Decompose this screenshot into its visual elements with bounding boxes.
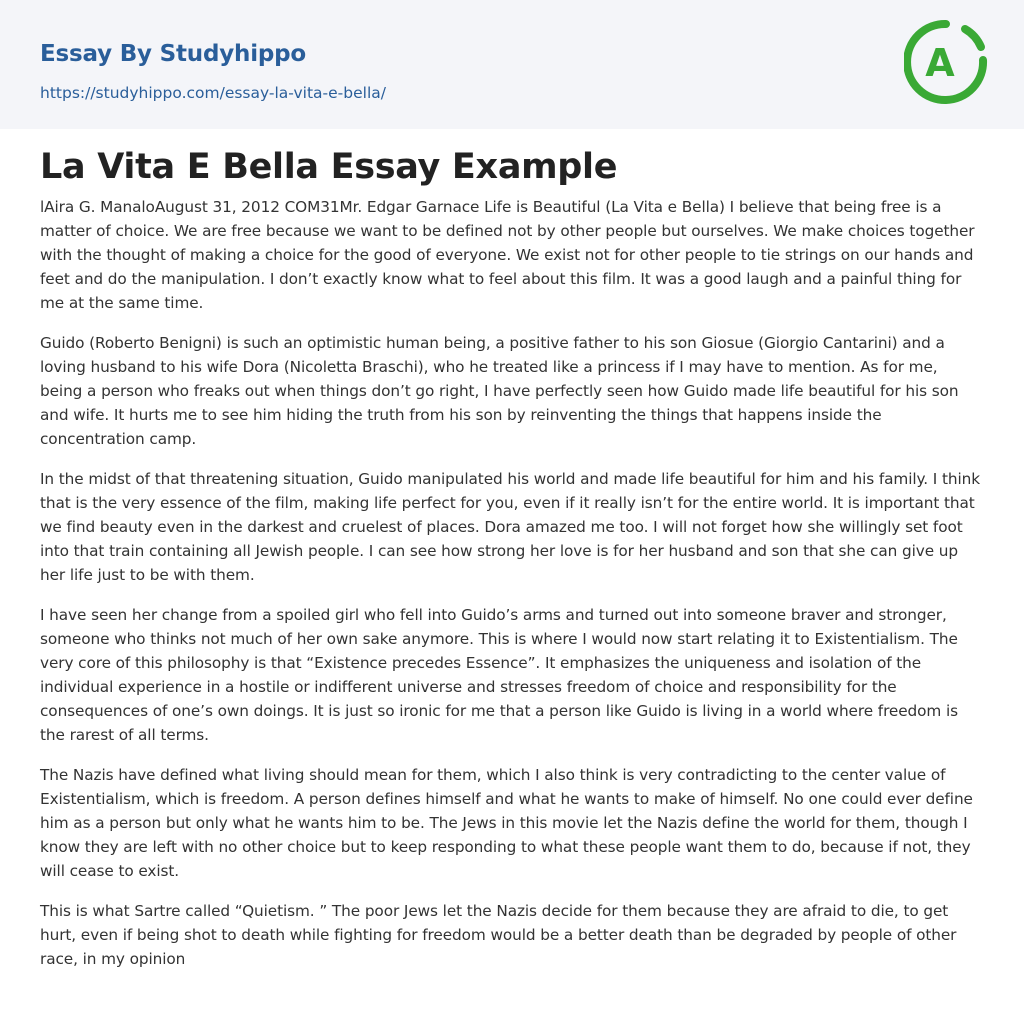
page-title: La Vita E Bella Essay Example — [40, 147, 618, 187]
site-title[interactable]: Essay By Studyhippo — [40, 41, 307, 67]
essay-paragraph: In the midst of that threatening situation, Guido manipulated his world and made life beautiful for him and his family. I think that is the very essence of the film, making life perfect for you, even if it really isn’t for the entire world. It is important that we find beauty even in the darkest and cruelest of places. Dora amazed me too. I will not forget how she willingly set foot into that train containing all Jewish people. I can see how strong her love is for her husband and son that she can give up her life just to be with them. — [40, 470, 980, 584]
essay-url-link[interactable]: https://studyhippo.com/essay-la-vita-e-bella/ — [40, 84, 386, 102]
essay-paragraph: Guido (Roberto Benigni) is such an optimistic human being, a positive father to his son Giosue (Giorgio Cantarini) and a loving husband to his wife Dora (Nicoletta Braschi), who he treated like a princess if I may have to mention. As for me, being a person who freaks out when things don’t go right, I have perfectly seen how Guido made life beautiful for his son and wife. It hurts me to see him hiding the truth from his son by reinventing the things that happens inside the concentration camp. — [40, 334, 959, 448]
studyhippo-logo-icon[interactable] — [904, 17, 988, 107]
essay-paragraph: I have seen her change from a spoiled girl who fell into Guido’s arms and turned out into someone braver and stronger, someone who thinks not much of her own sake anymore. This is where I would now start relating it to Existentialism. The very core of this philosophy is that “Existence precedes Essence”. It emphasizes the uniqueness and isolation of the individual experience in a hostile or indifferent universe and stresses freedom of choice and responsibility for the consequences of one’s own doings. It is just so ironic for me that a person like Guido is living in a world where freedom is the rarest of all terms. — [40, 606, 958, 744]
essay-paragraph: The Nazis have defined what living should mean for them, which I also think is very contradicting to the center value of Existentialism, which is freedom. A person defines himself and what he wants to make of himself. No one could ever define him as a person but only what he wants him to be. The Jews in this movie let the Nazis define the world for them, though I know they are left with no other choice but to keep responding to what these people want them to do, because if not, they will cease to exist. — [40, 766, 973, 880]
essay-paragraph: lAira G. ManaloAugust 31, 2012 COM31Mr. Edgar Garnace Life is Beautiful (La Vita e Bella) I believe that being free is a matter of choice. We are free because we want to be defined not by other people but ourselves. We make choices together with the thought of making a choice for the good of everyone. We exist not for other people to tie strings on our hands and feet and do the manipulation. I don’t exactly know what to feel about this film. It was a good laugh and a painful thing for me at the same time. — [40, 198, 975, 312]
essay-body — [40, 195, 984, 971]
article — [40, 143, 984, 987]
essay-paragraph: This is what Sartre called “Quietism. ” The poor Jews let the Nazis decide for them because they are afraid to die, to get hurt, even if being shot to death while fighting for freedom would be a better death than be degraded by people of other race, in my opinion — [40, 902, 957, 968]
site-header — [0, 0, 1024, 129]
logo-letter: A — [925, 41, 955, 85]
